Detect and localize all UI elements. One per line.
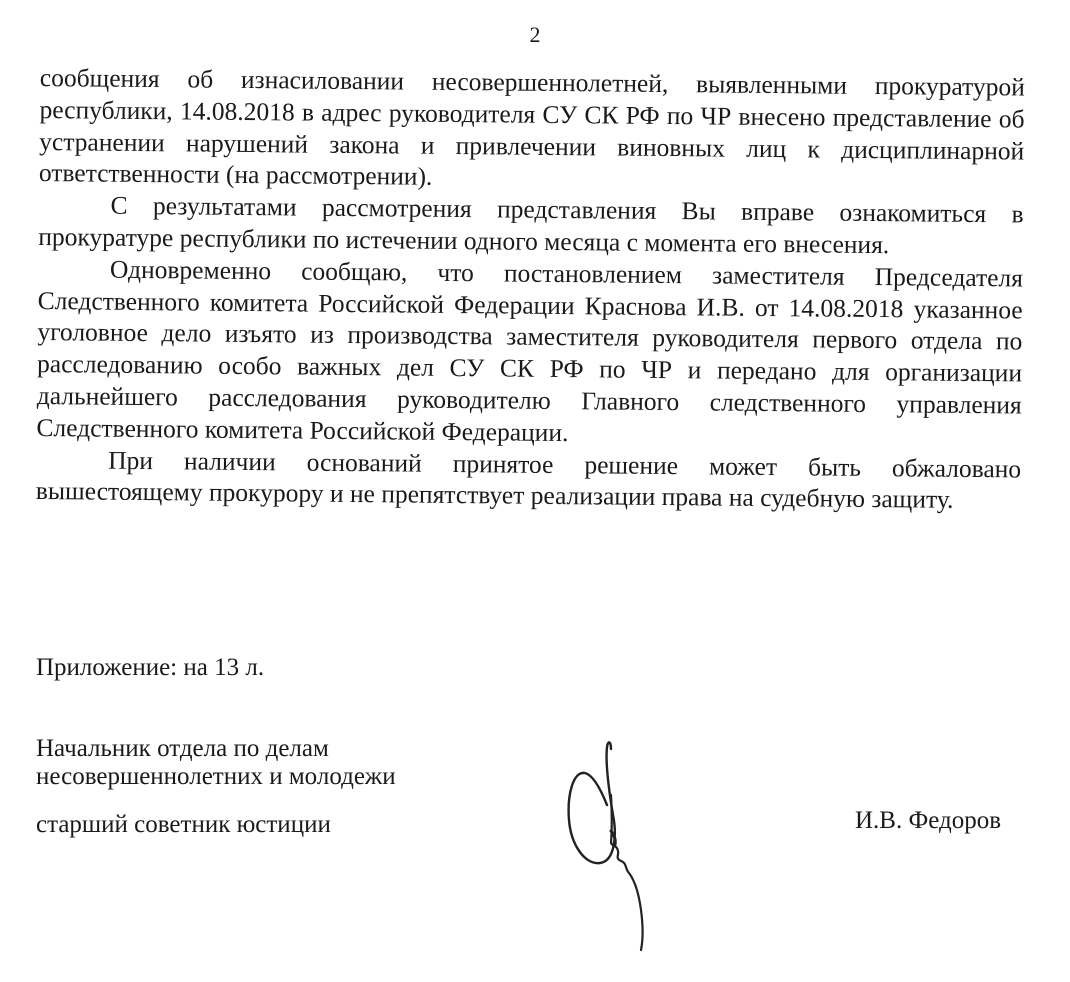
paragraph-1: сообщения об изнасиловании несовершеннолетней, выявленными прокуратурой республики, 14.08.2018 в адрес руководителя СУ СК РФ по ЧР внесено представление об устранении нарушений закона и привлечении виновных лиц к дисциплинарной ответственности (на рассмотрении). [38, 62, 1025, 192]
paragraph-2: С результатами рассмотрения представления Вы вправе ознакомиться в прокуратуре республики по истечении одного месяца с момента его внесения. [38, 190, 1024, 260]
signer-rank: старший советник юстиции [36, 811, 331, 838]
signer-position [36, 735, 396, 791]
paragraph-4: При наличии оснований принятое решение может быть обжаловано вышестоящему прокурору и не препятствует реализации права на судебную защиту. [35, 445, 1022, 515]
page-number: 2 [529, 22, 541, 47]
attachment-note: Приложение: на 13 л. [36, 654, 265, 681]
letter-body [36, 62, 1025, 517]
signer-position-line-2: несовершеннолетних и молодежи [36, 763, 396, 790]
handwritten-signature [555, 735, 675, 960]
signer-position-line-1: Начальник отдела по делам [36, 735, 329, 762]
paragraph-3: Одновременно сообщаю, что постановлением заместителя Председателя Следственного комитета Российской Федерации Краснова И.В. от 14.08.2018 указанное уголовное дело изъято из производства заместителя руководителя первого отдела по расследованию особо важных дел СУ СК РФ по ЧР и передано для организации дальнейшего расследования руководителю Главного следственного управления Следственного комитета Российской Федерации. [36, 254, 1024, 447]
signer-name: И.В. Федоров [855, 807, 1002, 834]
